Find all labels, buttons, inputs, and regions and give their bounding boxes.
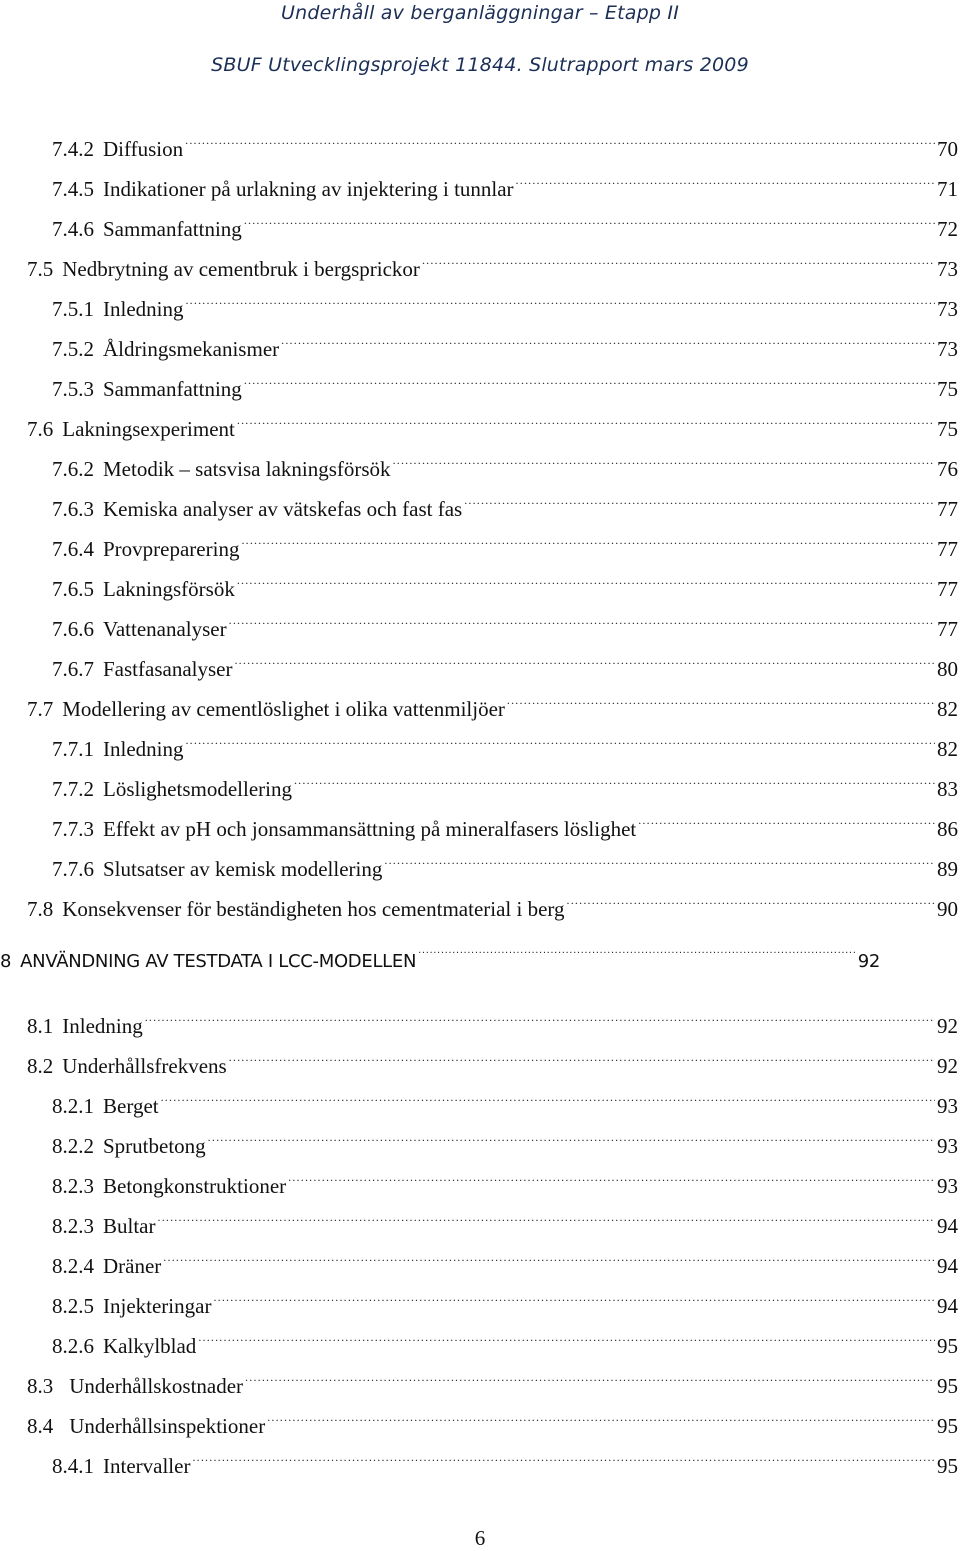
toc-leader-dots [208, 1127, 935, 1153]
toc-entry-label [27, 1373, 243, 1399]
toc-entry[interactable] [52, 490, 958, 522]
toc-entry-number: 8.1 [27, 1014, 54, 1038]
toc-entry-label [27, 256, 420, 282]
toc-entry-title: Slutsatser av kemisk modellering [103, 857, 383, 881]
toc-entry-title: Indikationer på urlakning av injektering i tunnlar [103, 177, 514, 201]
toc-entry-title: Dräner [103, 1254, 162, 1278]
toc-entry-number: 8.2.3 [52, 1214, 94, 1238]
toc-entry-page: 90 [937, 897, 958, 921]
toc-leader-dots [384, 850, 935, 876]
toc-entry-label [52, 176, 514, 202]
toc-entry-number: 8 [0, 951, 12, 972]
toc-entry-page: 86 [937, 817, 958, 841]
toc-entry-title: Metodik – satsvisa lakningsförsök [103, 457, 391, 481]
toc-entry-title: Löslighetsmodellering [103, 777, 292, 801]
toc-leader-dots [393, 450, 935, 476]
toc-entry-number: 7.5.2 [52, 337, 94, 361]
toc-entry-number: 8.2.3 [52, 1174, 94, 1198]
toc-entry-title: Kalkylblad [103, 1334, 197, 1358]
toc-entry-page: 92 [937, 1054, 958, 1078]
toc-entry-number: 7.4.6 [52, 217, 94, 241]
toc-entry-title: Inledning [62, 1014, 143, 1038]
toc-entry[interactable] [52, 1447, 958, 1479]
toc-entry[interactable] [52, 1207, 958, 1239]
toc-entry-title: Kemiska analyser av vätskefas och fast fas [103, 497, 463, 521]
toc-entry-title: Provpreparering [103, 537, 240, 561]
toc-entry-label [52, 1093, 159, 1119]
toc-leader-dots [422, 250, 935, 276]
toc-leader-dots [234, 650, 935, 676]
toc-leader-dots [198, 1327, 935, 1353]
toc-leader-dots [185, 730, 935, 756]
toc-leader-dots [237, 570, 935, 596]
toc-leader-dots [158, 1207, 936, 1233]
toc-entry-number: 8.3 [27, 1374, 54, 1398]
toc-entry-number: 8.2.2 [52, 1134, 94, 1158]
toc-entry[interactable] [0, 941, 880, 975]
toc-entry-page: 82 [937, 737, 958, 761]
toc-entry[interactable] [52, 290, 958, 322]
toc-entry-page: 75 [937, 417, 958, 441]
toc-entry-title: Inledning [103, 737, 184, 761]
toc-entry-number: 7.8 [27, 897, 54, 921]
toc-entry-label [52, 1453, 190, 1479]
toc-entry-title: Diffusion [103, 137, 184, 161]
toc-entry-title: Vattenanalyser [103, 617, 227, 641]
toc-entry-title: Underhållsfrekvens [62, 1054, 227, 1078]
toc-entry-title: Underhållsinspektioner [69, 1414, 266, 1438]
toc-entry-number: 8.4 [27, 1414, 54, 1438]
toc-entry-number: 7.5 [27, 257, 54, 281]
toc-entry-number: 7.6.6 [52, 617, 94, 641]
toc-leader-dots [229, 1047, 935, 1073]
toc-entry-label [27, 1053, 227, 1079]
toc-entry-number: 7.7.3 [52, 817, 94, 841]
toc-entry-title: Konsekvenser för beständigheten hos cementmaterial i berg [62, 897, 565, 921]
toc-entry-title: Modellering av cementlöslighet i olika vattenmiljöer [62, 697, 505, 721]
toc-entry-number: 7.7.1 [52, 737, 94, 761]
toc-entry-number: 8.4.1 [52, 1454, 94, 1478]
toc-entry[interactable] [52, 770, 958, 802]
page-number: 6 [474, 1526, 486, 1550]
toc-entry-page: 77 [937, 497, 958, 521]
toc-entry-label [52, 456, 391, 482]
toc-entry-page: 94 [937, 1214, 958, 1238]
toc-entry-number: 7.7.6 [52, 857, 94, 881]
toc-entry[interactable] [52, 1167, 958, 1199]
toc-entry[interactable] [27, 410, 958, 442]
toc-entry-title: Sammanfattning [103, 377, 242, 401]
toc-entry-label [52, 496, 462, 522]
toc-entry[interactable] [52, 810, 958, 842]
toc-entry[interactable] [52, 450, 958, 482]
toc-entry-label [52, 1173, 286, 1199]
toc-entry-page: 71 [937, 177, 958, 201]
toc-leader-dots [418, 941, 856, 967]
toc-entry[interactable] [27, 1047, 958, 1079]
toc-leader-dots [464, 490, 935, 516]
toc-entry[interactable] [52, 1327, 958, 1359]
toc-entry-label [52, 816, 636, 842]
toc-entry-page: 77 [937, 617, 958, 641]
toc-entry-label [52, 576, 235, 602]
toc-entry-label [52, 336, 279, 362]
toc-entry-number: 8.2.1 [52, 1094, 94, 1118]
toc-entry-number: 8.2.6 [52, 1334, 94, 1358]
toc-leader-dots [192, 1447, 935, 1473]
report-title-header: Underhåll av berganläggningar – Etapp II [281, 2, 679, 24]
toc-entry-page: 89 [937, 857, 958, 881]
toc-entry-number: 7.6.2 [52, 457, 94, 481]
toc-leader-dots [161, 1087, 935, 1113]
toc-entry-number: 8.2.5 [52, 1294, 94, 1318]
toc-entry-page: 92 [857, 951, 880, 972]
toc-entry-title: ANVÄNDNING AV TESTDATA I LCC-MODELLEN [20, 951, 417, 972]
toc-entry[interactable] [27, 690, 958, 722]
toc-entry-label [52, 856, 382, 882]
toc-entry-number: 7.6.4 [52, 537, 94, 561]
toc-entry-title: Inledning [103, 297, 184, 321]
toc-entry-title: Fastfasanalyser [103, 657, 233, 681]
toc-entry-page: 83 [937, 777, 958, 801]
toc-entry-title: Berget [103, 1094, 159, 1118]
toc-entry-number: 7.5.3 [52, 377, 94, 401]
toc-entry-title: Intervaller [103, 1454, 191, 1478]
toc-entry-label [52, 1293, 211, 1319]
toc-entry-page: 73 [937, 337, 958, 361]
toc-entry-number: 7.6.3 [52, 497, 94, 521]
toc-entry-title: Effekt av pH och jonsammansättning på mineralfasers löslighet [103, 817, 637, 841]
toc-entry-title: Betongkonstruktioner [103, 1174, 287, 1198]
project-subtitle-header: SBUF Utvecklingsprojekt 11844. Slutrapport mars 2009 [211, 54, 749, 76]
toc-entry[interactable] [52, 730, 958, 762]
toc-entry-label [52, 1333, 196, 1359]
toc-entry-title: Nedbrytning av cementbruk i bergsprickor [62, 257, 420, 281]
toc-entry-label [27, 416, 235, 442]
toc-entry-label [52, 616, 227, 642]
toc-leader-dots [244, 370, 935, 396]
toc-entry-title: Åldringsmekanismer [103, 337, 280, 361]
toc-entry-number: 7.6.7 [52, 657, 94, 681]
toc-entry-title: Lakningsförsök [103, 577, 235, 601]
toc-entry-title: Injekteringar [103, 1294, 212, 1318]
toc-entry[interactable] [52, 530, 958, 562]
toc-entry-label [27, 1413, 265, 1439]
toc-entry-page: 73 [937, 297, 958, 321]
toc-leader-dots [281, 330, 935, 356]
toc-entry-label [52, 136, 183, 162]
toc-entry[interactable] [27, 1407, 958, 1439]
toc-entry-title: Sammanfattning [103, 217, 242, 241]
toc-entry-number: 7.7 [27, 697, 54, 721]
toc-entry-label [0, 949, 416, 975]
toc-entry-page: 95 [937, 1414, 958, 1438]
toc-leader-dots [288, 1167, 935, 1193]
toc-entry-label [52, 1213, 156, 1239]
toc-entry-label [52, 656, 232, 682]
toc-entry-label [52, 736, 183, 762]
toc-leader-dots [507, 690, 935, 716]
toc-entry-page: 72 [937, 217, 958, 241]
toc-entry-page: 92 [937, 1014, 958, 1038]
toc-entry-number: 8.2 [27, 1054, 54, 1078]
toc-leader-dots [213, 1287, 935, 1313]
toc-entry-title: Sprutbetong [103, 1134, 206, 1158]
toc-entry[interactable] [52, 850, 958, 882]
toc-entry[interactable] [52, 570, 958, 602]
toc-entry-title: Bultar [103, 1214, 156, 1238]
toc-entry-page: 77 [937, 577, 958, 601]
toc-entry-label [27, 896, 565, 922]
toc-leader-dots [145, 1007, 935, 1033]
toc-entry-page: 93 [937, 1094, 958, 1118]
toc-leader-dots [185, 290, 935, 316]
toc-entry-page: 70 [937, 137, 958, 161]
toc-entry[interactable] [52, 330, 958, 362]
toc-entry-label [52, 536, 239, 562]
toc-entry-title: Lakningsexperiment [62, 417, 235, 441]
toc-entry[interactable] [52, 210, 958, 242]
toc-entry-page: 95 [937, 1374, 958, 1398]
toc-entry[interactable] [52, 1087, 958, 1119]
toc-entry-label [52, 216, 242, 242]
toc-leader-dots [294, 770, 935, 796]
toc-entry-page: 73 [937, 257, 958, 281]
toc-leader-dots [567, 890, 935, 916]
toc-entry[interactable] [27, 890, 958, 922]
toc-entry[interactable] [52, 1287, 958, 1319]
toc-entry[interactable] [52, 170, 958, 202]
toc-entry-number: 7.6.5 [52, 577, 94, 601]
toc-leader-dots [267, 1407, 935, 1433]
toc-entry-label [52, 376, 242, 402]
toc-entry-number: 7.5.1 [52, 297, 94, 321]
toc-leader-dots [638, 810, 935, 836]
toc-entry-page: 95 [937, 1334, 958, 1358]
toc-entry[interactable] [52, 650, 958, 682]
toc-entry-label [52, 1133, 206, 1159]
toc-entry-label [27, 696, 505, 722]
toc-entry-page: 77 [937, 537, 958, 561]
toc-entry-title: Underhållskostnader [69, 1374, 244, 1398]
toc-leader-dots [245, 1367, 935, 1393]
toc-entry[interactable] [27, 1367, 958, 1399]
toc-entry[interactable] [52, 1247, 958, 1279]
toc-entry-label [27, 1013, 143, 1039]
toc-entry-number: 7.6 [27, 417, 54, 441]
toc-leader-dots [163, 1247, 935, 1273]
toc-entry-number: 7.7.2 [52, 777, 94, 801]
toc-entry-page: 94 [937, 1254, 958, 1278]
toc-leader-dots [185, 130, 935, 156]
toc-entry-label [52, 776, 292, 802]
toc-entry-page: 82 [937, 697, 958, 721]
toc-entry-page: 76 [937, 457, 958, 481]
toc-entry[interactable] [52, 610, 958, 642]
toc-entry[interactable] [52, 130, 958, 162]
toc-entry-number: 7.4.5 [52, 177, 94, 201]
toc-leader-dots [516, 170, 935, 196]
toc-leader-dots [229, 610, 935, 636]
toc-leader-dots [244, 210, 935, 236]
toc-entry-label [52, 296, 183, 322]
toc-leader-dots [237, 410, 935, 436]
toc-entry-number: 7.4.2 [52, 137, 94, 161]
toc-entry[interactable] [27, 250, 958, 282]
toc-entry[interactable] [52, 1127, 958, 1159]
toc-entry-page: 93 [937, 1174, 958, 1198]
toc-entry[interactable] [52, 370, 958, 402]
toc-entry-page: 93 [937, 1134, 958, 1158]
toc-entry[interactable] [27, 1007, 958, 1039]
toc-entry-label [52, 1253, 161, 1279]
toc-entry-number: 8.2.4 [52, 1254, 94, 1278]
toc-entry-page: 75 [937, 377, 958, 401]
toc-entry-page: 94 [937, 1294, 958, 1318]
toc-leader-dots [241, 530, 935, 556]
toc-entry-page: 80 [937, 657, 958, 681]
toc-entry-page: 95 [937, 1454, 958, 1478]
